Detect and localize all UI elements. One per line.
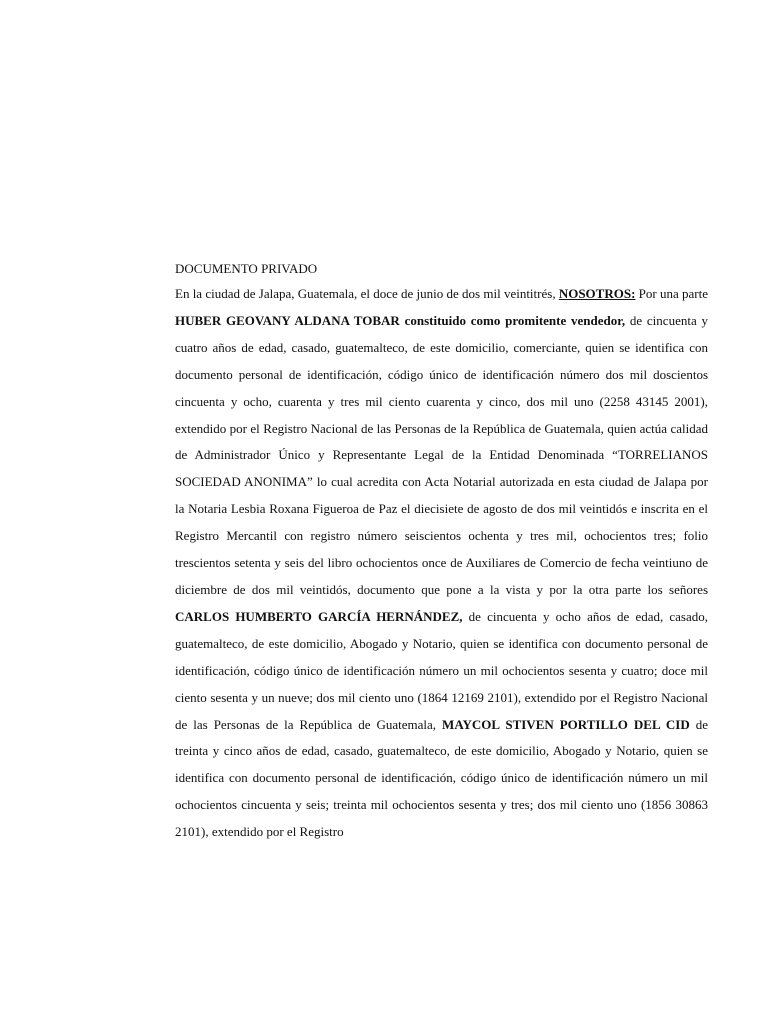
paragraph-text-4: de cincuenta y ocho años de edad, casado, guatemalteco, de este domicilio, Abogado y Notario, quien se identifica con documento personal de identificación, código único de identificación número un mil ochocientos sesenta y cuatro; doce mil ciento sesenta y un nueve; dos mil ciento uno (1864 12169 2101), extendido por el Registro Nacional de las Personas de la República de Guatemala, [175, 608, 708, 732]
document-body [175, 257, 708, 846]
paragraph-text-2: Por una parte [635, 286, 708, 301]
buyer-name-maycol: MAYCOL STIVEN PORTILLO DEL CID [442, 716, 690, 732]
paragraph-text-1: En la ciudad de Jalapa, Guatemala, el doce de junio de dos mil veintitrés, [175, 286, 559, 301]
document-paragraph [175, 281, 708, 846]
buyer-name-carlos: CARLOS HUMBERTO GARCÍA HERNÁNDEZ, [175, 608, 463, 624]
paragraph-text-5: de treinta y cinco años de edad, casado, guatemalteco, de este domicilio, Abogado y Notario, quien se identifica con documento personal de identificación, código único de identificación número un mil ochocientos cincuenta y seis; treinta mil ochocientos sesenta y tres; dos mil ciento uno (1856 30863 2101), extendido por el Registro [175, 716, 709, 840]
document-title: DOCUMENTO PRIVADO [175, 261, 318, 276]
paragraph-text-3: de cincuenta y cuatro años de edad, casado, guatemalteco, de este domicilio, comerciante, quien se identifica con documento personal de identificación, código único de identificación número dos mil doscientos cincuenta y ocho, cuarenta y tres mil ciento cuarenta y cinco, dos mil uno (2258 43145 2001), extendido por el Registro Nacional de las Personas de la República de Guatemala, quien actúa calidad de Administrador Único y Representante Legal de la Entidad Denominada “TORRELIANOS SOCIEDAD ANONIMA” lo cual acredita con Acta Notarial autorizada en esta ciudad de Jalapa por la Notaria Lesbia Roxana Figueroa de Paz el diecisiete de agosto de dos mil veintidós e inscrita en el Registro Mercantil con registro número seiscientos ochenta y tres mil, ochocientos tres; folio trescientos setenta y seis del libro ochocientos once de Auxiliares de Comercio de fecha veintiuno de diciembre de dos mil veintidós, documento que pone a la vista y por la otra parte los señores [175, 312, 708, 597]
nosotros-label: NOSOTROS: [558, 286, 636, 301]
vendor-name: HUBER GEOVANY ALDANA TOBAR constituido como promitente vendedor, [175, 312, 626, 328]
